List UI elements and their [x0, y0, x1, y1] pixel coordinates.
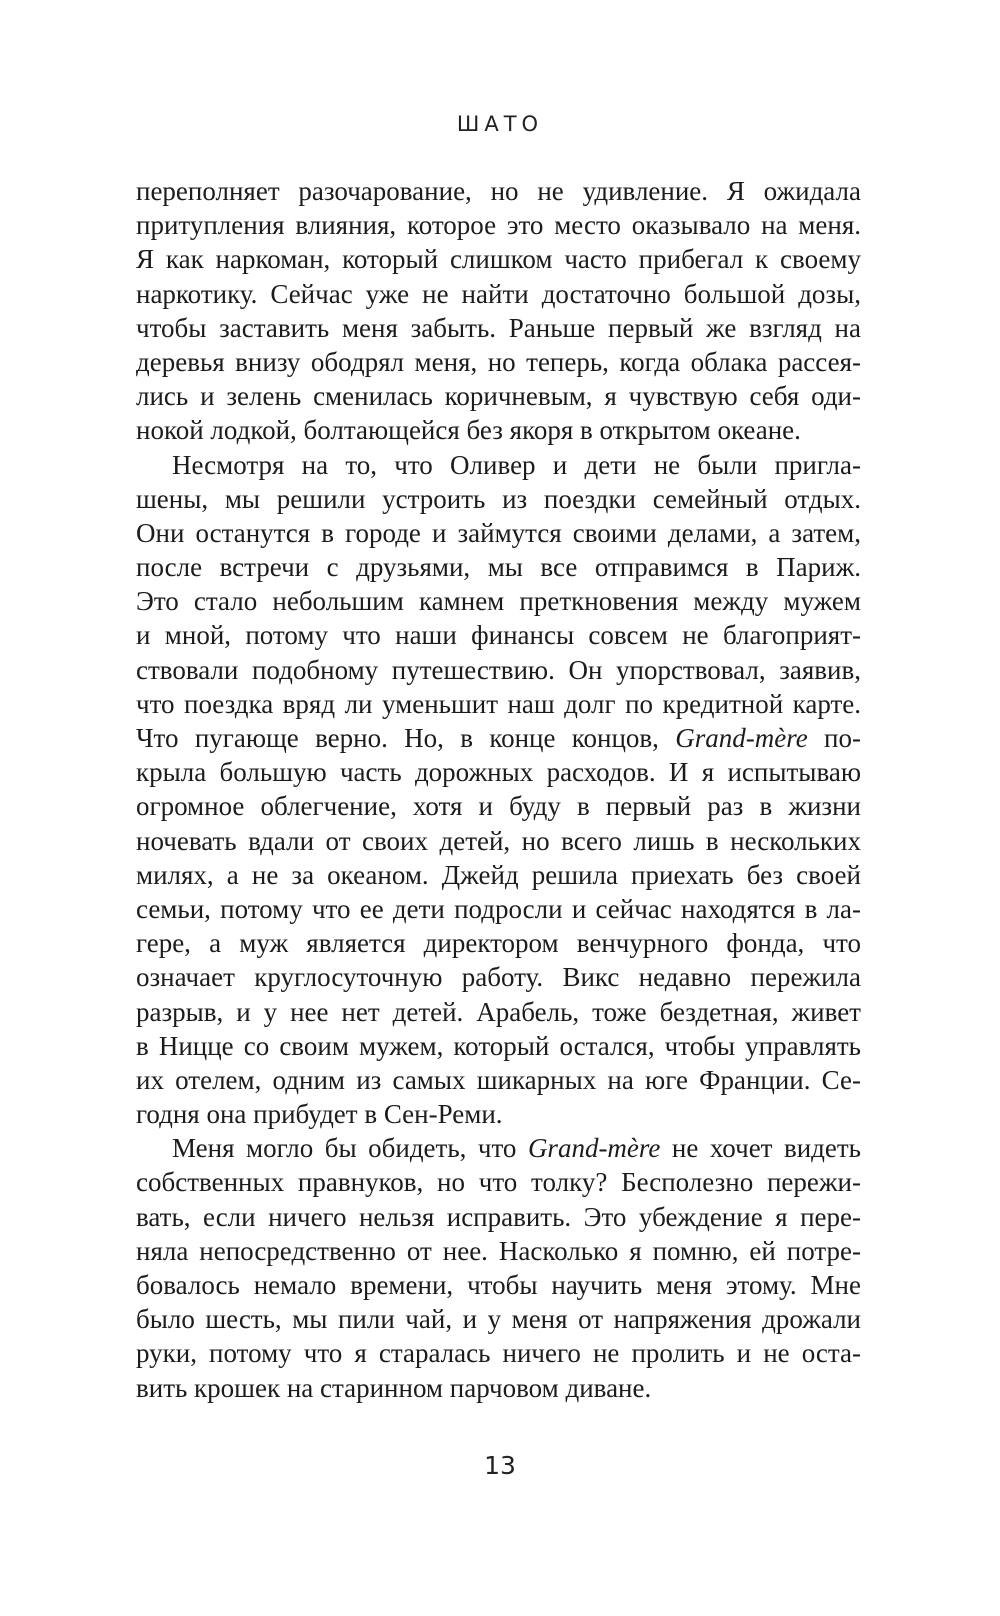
- text-line: [136, 1097, 861, 1131]
- text-segment: вать, если ничего нельзя исправить. Это убеждение я пере-: [136, 1201, 861, 1232]
- text-segment: ночевать вдали от своих детей, но всего лишь в нескольких: [136, 825, 861, 856]
- text-line: [136, 174, 861, 208]
- page-number: 13: [484, 1451, 516, 1480]
- body-text: [136, 174, 861, 1405]
- text-segment: в Ницце со своим мужем, который остался, чтобы управлять: [136, 1030, 861, 1061]
- text-line: [136, 960, 861, 994]
- text-line: [136, 1131, 861, 1165]
- text-segment: означает круглосуточную работу. Викс недавно пережила: [136, 962, 861, 993]
- text-segment: руки, потому что я старалась ничего не пролить и не оста-: [136, 1338, 861, 1369]
- text-segment: вить крошек на старинном парчовом диване.: [136, 1372, 652, 1403]
- text-line: [136, 550, 861, 584]
- text-segment: Несмотря на то, что Оливер и дети не были пригла-: [172, 449, 861, 480]
- text-segment: не хочет видеть: [660, 1133, 862, 1164]
- italic-phrase: Grand-mère: [675, 723, 808, 753]
- text-segment: их отелем, одним из самых шикарных на юге Франции. Се-: [136, 1064, 861, 1095]
- text-segment: огромное облегчение, хотя и буду в первый раз в жизни: [136, 791, 861, 822]
- text-segment: чтобы заставить меня забыть. Раньше первый же взгляд на: [136, 312, 861, 343]
- text-line: [136, 653, 861, 687]
- text-line: [136, 687, 861, 721]
- text-line: [136, 482, 861, 516]
- text-line: [136, 1165, 861, 1199]
- text-line: [136, 926, 861, 960]
- text-segment: милях, а не за океаном. Джейд решила приехать без своей: [136, 859, 861, 890]
- text-line: [136, 995, 861, 1029]
- text-line: [136, 413, 861, 447]
- text-segment: разрыв, и у нее нет детей. Арабель, тоже бездетная, живет: [136, 996, 861, 1027]
- text-line: [136, 448, 861, 482]
- text-segment: по-: [807, 723, 861, 753]
- text-line: [136, 721, 861, 755]
- text-line: [136, 379, 861, 413]
- text-line: [136, 618, 861, 652]
- text-segment: бовалось немало времени, чтобы научить меня этому. Мне: [136, 1270, 861, 1300]
- text-line: [136, 516, 861, 550]
- text-segment: собственных правнуков, но что толку? Бесполезно пережи-: [136, 1167, 861, 1198]
- text-line: [136, 858, 861, 892]
- running-header: ШАТО: [456, 112, 544, 136]
- text-line: [136, 824, 861, 858]
- text-segment: семьи, потому что ее дети подросли и сейчас находятся в ла-: [136, 893, 861, 924]
- text-segment: Они останутся в городе и займутся своими делами, а затем,: [136, 517, 861, 548]
- text-line: [136, 1302, 861, 1336]
- text-segment: было шесть, мы пили чай, и у меня от напряжения дрожали: [136, 1304, 861, 1335]
- text-segment: шены, мы решили устроить из поездки семейный отдых.: [136, 483, 861, 514]
- text-segment: притупления влияния, которое это место оказывало на меня.: [136, 210, 861, 241]
- text-segment: наркотику. Сейчас уже не найти достаточно большой дозы,: [136, 278, 861, 309]
- text-segment: что поездка вряд ли уменьшит наш долг по кредитной карте.: [136, 688, 861, 719]
- text-segment: няла непосредственно от нее. Насколько я помню, ей потре-: [136, 1235, 861, 1266]
- text-segment: лись и зелень сменилась коричневым, я чувствую себя оди-: [136, 381, 861, 412]
- text-line: [136, 789, 861, 823]
- text-line: [136, 345, 861, 379]
- text-segment: ствовали подобному путешествию. Он упорствовал, заявив,: [136, 654, 861, 685]
- text-segment: и мной, потому что наши финансы совсем не благоприят-: [136, 620, 861, 651]
- text-line: [136, 208, 861, 242]
- text-line: [136, 1200, 861, 1234]
- text-segment: нокой лодкой, болтающейся без якоря в открытом океане.: [136, 415, 801, 446]
- text-line: [136, 311, 861, 345]
- text-line: [136, 1336, 861, 1370]
- text-line: [136, 584, 861, 618]
- text-segment: после встречи с друзьями, мы все отправимся в Париж.: [136, 552, 861, 583]
- text-line: [136, 755, 861, 789]
- text-line: [136, 242, 861, 276]
- text-line: [136, 277, 861, 311]
- text-line: [136, 1371, 861, 1405]
- italic-phrase: Grand-mère: [527, 1133, 661, 1164]
- text-line: [136, 892, 861, 926]
- text-segment: переполняет разочарование, но не удивление. Я ожидала: [136, 176, 861, 206]
- text-segment: крыла большую часть дорожных расходов. И я испытываю: [136, 757, 861, 788]
- text-segment: Это стало небольшим камнем преткновения между мужем: [136, 586, 861, 617]
- text-segment: Что пугающе верно. Но, в конце концов,: [136, 723, 676, 753]
- text-line: [136, 1268, 861, 1302]
- text-segment: Я как наркоман, который слишком часто прибегал к своему: [136, 244, 861, 275]
- text-segment: годня она прибудет в Сен-Реми.: [136, 1099, 503, 1130]
- text-segment: Меня могло бы обидеть, что: [172, 1133, 528, 1164]
- text-segment: деревья внизу ободрял меня, но теперь, когда облака рассея-: [136, 346, 861, 377]
- text-line: [136, 1063, 861, 1097]
- text-line: [136, 1029, 861, 1063]
- text-segment: гере, а муж является директором венчурного фонда, что: [136, 928, 861, 959]
- text-line: [136, 1234, 861, 1268]
